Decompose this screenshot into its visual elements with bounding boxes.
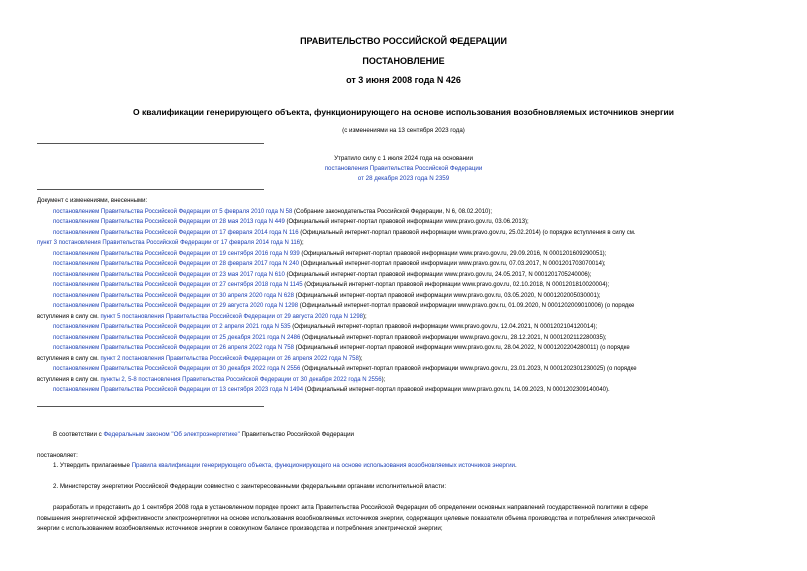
amendment-link[interactable]: постановлением Правительства Российской Федерации от 28 мая 2013 года N 449 xyxy=(53,219,285,225)
item-2-paragraph: 2. Министерству энергетики Российской Федерации совместно с заинтересованными федеральными органами исполнительной власти: xyxy=(53,483,447,490)
lost-force-text: Утратило силу с 1 июля 2024 года на основании xyxy=(334,155,473,162)
amendment-link[interactable]: постановлением Правительства Российской Федерации от 2 апреля 2021 года N 535 xyxy=(53,324,291,330)
list-item: пункт 3 постановления Правительства Российской Федерации от 17 февраля 2014 года N 116); xyxy=(37,240,304,246)
list-item: постановлением Правительства Российской Федерации от 27 сентября 2018 года N 1145 (Официальный интернет-портал правовой информации www.pravo.gov.ru, 02.10.2018, N 0001201810020004); xyxy=(53,282,610,288)
amendment-link[interactable]: постановлением Правительства Российской Федерации от 5 февраля 2010 года N 58 xyxy=(53,208,293,215)
amendment-link[interactable]: постановлением Правительства Российской Федерации от 17 февраля 2014 года N 116 xyxy=(53,229,299,236)
lost-force-link-1[interactable]: постановления Правительства Российской Федерации xyxy=(324,165,483,172)
list-item: постановлением Правительства Российской Федерации от 28 февраля 2017 года N 240 (Официальный интернет-портал правовой информации www.pravo.gov.ru, 07.03.2017, N 0001201703070014); xyxy=(53,261,606,267)
document-date-number: от 3 июня 2008 года N 426 xyxy=(346,75,461,85)
list-item: постановлением Правительства Российской Федерации от 2 апреля 2021 года N 535 (Официальный интернет-портал правовой информации www.pravo.gov.ru, 12.04.2021, N 0001202104120014); xyxy=(53,324,598,330)
list-item: вступления в силу см. пункт 5 постановления Правительства Российской Федерации от 29 августа 2020 года N 1298); xyxy=(37,313,367,320)
list-item: постановлением Правительства Российской Федерации от 19 сентября 2016 года N 939 (Официальный интернет-портал правовой информации www.pravo.gov.ru, 29.09.2016, N 0001201609290051); xyxy=(53,250,607,257)
amendment-link[interactable]: постановлением Правительства Российской Федерации от 30 апреля 2020 года N 628 xyxy=(53,292,294,299)
changes-heading: Документ с изменениями, внесенными: xyxy=(37,198,148,204)
list-item: постановлением Правительства Российской Федерации от 26 апреля 2022 года N 758 (Официальный интернет-портал правовой информации www.pravo.gov.ru, 28.04.2022, N 0001202204280011) (о порядке xyxy=(53,345,630,351)
amendment-link[interactable]: постановлением Правительства Российской Федерации от 19 сентября 2016 года N 939 xyxy=(53,250,300,257)
list-item: вступления в силу см. пункт 2 постановления Правительства Российской Федерации от 26 апреля 2022 года N 758); xyxy=(37,355,363,362)
amendment-link[interactable]: постановлением Правительства Российской Федерации от 28 февраля 2017 года N 240 xyxy=(53,261,299,267)
lost-force-link-2[interactable]: от 28 декабря 2023 года N 2359 xyxy=(357,175,450,182)
list-item: вступления в силу см. пункты 2, 5-8 постановления Правительства Российской Федерации от 30 декабря 2022 года N 2556); xyxy=(37,376,386,383)
list-item: постановлением Правительства Российской Федерации от 25 декабря 2021 года N 2486 (Официальный интернет-портал правовой информации www.pravo.gov.ru, 28.12.2021, N 0001202112280035); xyxy=(53,334,607,341)
list-item: постановлением Правительства Российской Федерации от 23 мая 2017 года N 610 (Официальный интернет-портал правовой информации www.pravo.gov.ru, 24.05.2017, N 0001201705240006); xyxy=(53,271,592,278)
document-title: О квалификации генерирующего объекта, функционирующего на основе использования возобновляемых источников энергии xyxy=(133,107,674,117)
federal-law-link[interactable]: Федеральным законом "Об электроэнергетике" xyxy=(103,431,240,438)
list-item: постановлением Правительства Российской Федерации от 30 декабря 2022 года N 2556 (Официальный интернет-портал правовой информации www.pravo.gov.ru, 23.01.2023, N 0001202301230025) (о порядке xyxy=(53,366,637,372)
list-item: постановлением Правительства Российской Федерации от 17 февраля 2014 года N 116 (Официальный интернет-портал правовой информации www.pravo.gov.ru, 25.02.2014) (о порядке вступления в силу см. xyxy=(53,229,636,236)
amendment-link[interactable]: пункт 2 постановления Правительства Российской Федерации от 26 апреля 2022 года N 758 xyxy=(100,355,359,362)
amendment-link[interactable]: постановлением Правительства Российской Федерации от 29 августа 2020 года N 1298 xyxy=(53,303,299,309)
document-subtitle: (с изменениями на 13 сентября 2023 года) xyxy=(342,127,465,134)
divider xyxy=(37,406,264,407)
amendment-link[interactable]: постановлением Правительства Российской Федерации от 27 сентября 2018 года N 1145 xyxy=(53,282,303,288)
amendment-link[interactable]: постановлением Правительства Российской Федерации от 23 мая 2017 года N 610 xyxy=(53,271,285,278)
divider xyxy=(37,143,264,144)
develop-paragraph: разработать и представить до 1 сентября 2008 года в установленном порядке проект акта Правительства Российской Федерации об определении основных направлений государственной политики в сфере повышения энергетической эффективности электроэнергетики на основе использования возобновляемых источников энергии, содержащих целевые показатели объема производства и потребления электрической энергии с использованием возобновляемых источников энергии в совокупном балансе производства и потребления электрической энергии; xyxy=(37,504,655,532)
rules-link[interactable]: Правила квалификации генерирующего объекта, функционирующего на основе использования возобновляемых источников энергии xyxy=(131,462,515,469)
list-item: постановлением Правительства Российской Федерации от 28 мая 2013 года N 449 (Официальный интернет-портал правовой информации www.pravo.gov.ru, 03.06.2013); xyxy=(53,219,529,225)
amendment-link[interactable]: постановлением Правительства Российской Федерации от 30 декабря 2022 года N 2556 xyxy=(53,366,301,372)
list-item: постановлением Правительства Российской Федерации от 29 августа 2020 года N 1298 (Официальный интернет-портал правовой информации www.pravo.gov.ru, 01.09.2020, N 0001202009010006) (о порядке xyxy=(53,303,635,309)
list-item: постановлением Правительства Российской Федерации от 30 апреля 2020 года N 628 (Официальный интернет-портал правовой информации www.pravo.gov.ru, 03.05.2020, N 0001202005030001); xyxy=(53,292,601,299)
preamble-paragraph: В соответствии с Федеральным законом "Об электроэнергетике" Правительство Российской Федерации xyxy=(53,431,354,438)
item-1-paragraph: 1. Утвердить прилагаемые Правила квалификации генерирующего объекта, функционирующего на основе использования возобновляемых источников энергии. xyxy=(53,462,517,469)
resolves-text: постановляет: xyxy=(37,452,78,459)
changes-list xyxy=(37,207,770,396)
amendment-link[interactable]: постановлением Правительства Российской Федерации от 13 сентября 2023 года N 1494 xyxy=(53,387,304,393)
list-item: постановлением Правительства Российской Федерации от 13 сентября 2023 года N 1494 (Официальный интернет-портал правовой информации www.pravo.gov.ru, 14.09.2023, N 0001202309140040). xyxy=(53,387,610,393)
document-type: ПОСТАНОВЛЕНИЕ xyxy=(362,56,445,66)
amendment-link[interactable]: постановлением Правительства Российской Федерации от 26 апреля 2022 года N 758 xyxy=(53,345,294,351)
government-heading: ПРАВИТЕЛЬСТВО РОССИЙСКОЙ ФЕДЕРАЦИИ xyxy=(300,36,507,46)
amendment-link[interactable]: пункт 5 постановления Правительства Российской Федерации от 29 августа 2020 года N 1298 xyxy=(100,313,364,320)
amendment-link[interactable]: постановлением Правительства Российской Федерации от 25 декабря 2021 года N 2486 xyxy=(53,334,301,341)
divider xyxy=(37,189,264,190)
list-item: постановлением Правительства Российской Федерации от 5 февраля 2010 года N 58 (Собрание законодательства Российской Федерации, N 6, 08.02.2010); xyxy=(53,208,493,215)
amendment-link[interactable]: пункты 2, 5-8 постановления Правительства Российской Федерации от 30 декабря 2022 года N 2556 xyxy=(100,376,382,383)
amendment-link[interactable]: пункт 3 постановления Правительства Российской Федерации от 17 февраля 2014 года N 116 xyxy=(37,240,301,246)
